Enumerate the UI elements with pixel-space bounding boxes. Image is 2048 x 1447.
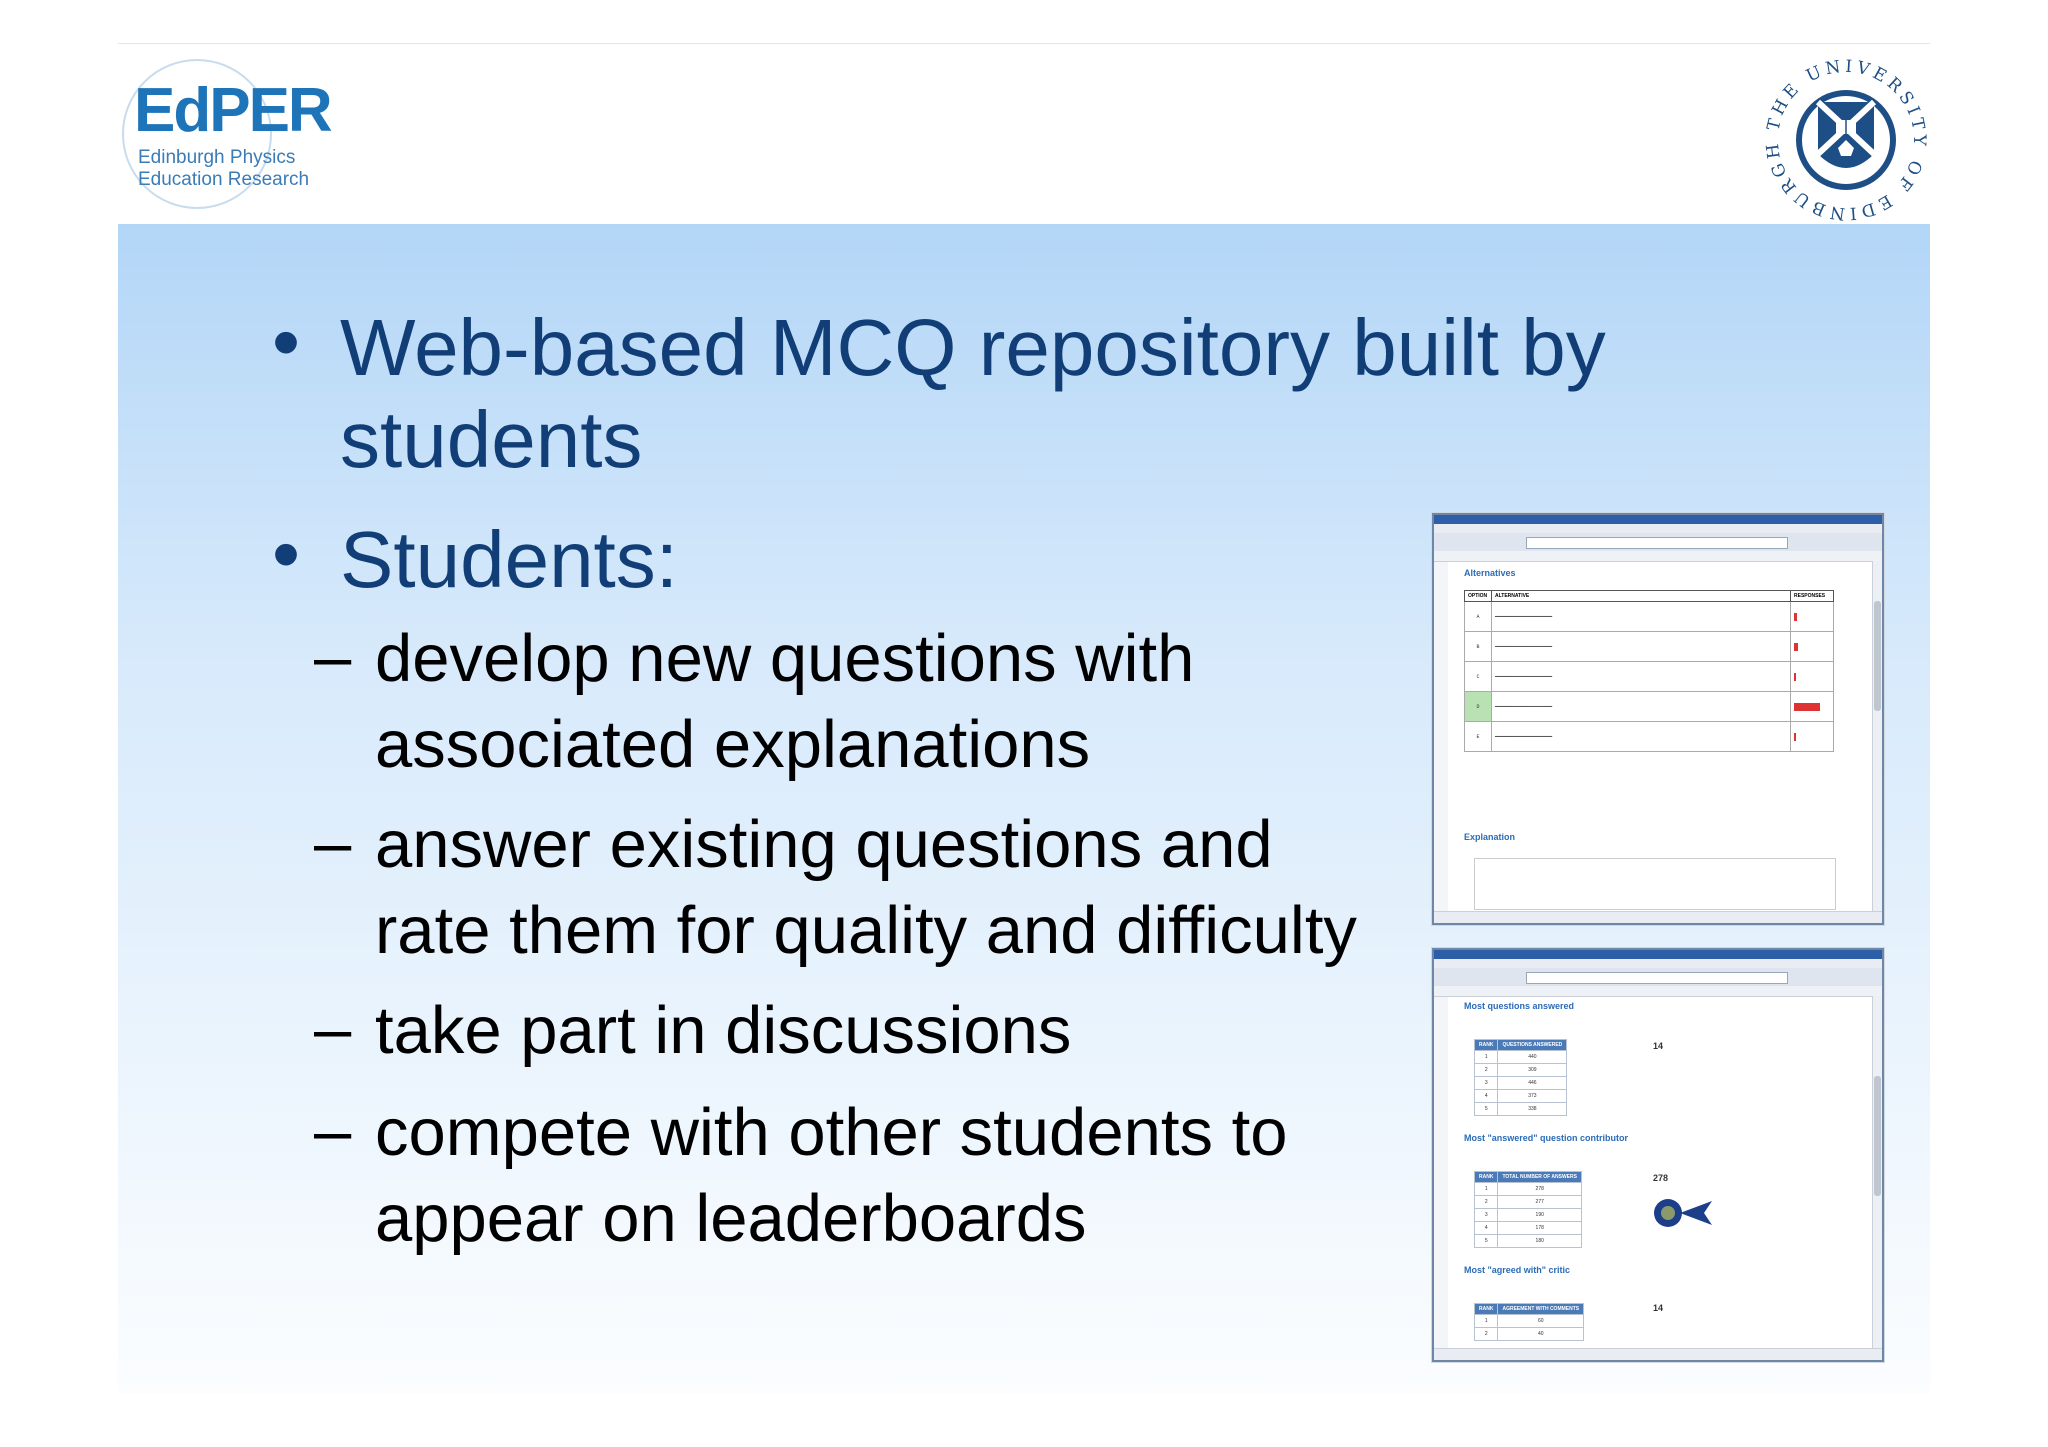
scrollbar[interactable]	[1872, 561, 1882, 911]
dash-marker-4: –	[314, 1093, 352, 1168]
logo-line-2: Education Research	[138, 169, 310, 190]
code-line: ━━━━━━━━━━━━━━━━━━━	[1492, 662, 1791, 692]
table-cell: 60	[1498, 1315, 1584, 1328]
status-bar	[1434, 1348, 1882, 1360]
rank-cell: 3	[1475, 1077, 1498, 1090]
dash-marker-3: –	[314, 991, 352, 1066]
most-answered-heading: Most questions answered	[1464, 1001, 1575, 1011]
your-contributor-count: 278	[1653, 1173, 1669, 1183]
response-bar	[1791, 662, 1834, 692]
code-line: ━━━━━━━━━━━━━━━━━━━	[1492, 602, 1791, 632]
rank-cell: 2	[1475, 1328, 1498, 1341]
col-rank: RANK	[1475, 1172, 1498, 1183]
response-bar	[1791, 602, 1834, 632]
option-label: B	[1465, 632, 1492, 662]
scrollbar-thumb[interactable]	[1874, 1076, 1881, 1196]
question-view-screenshot	[1432, 513, 1884, 925]
edper-logo	[118, 55, 331, 215]
response-bar	[1791, 722, 1834, 752]
rank-cell: 2	[1475, 1064, 1498, 1077]
col-agreement: AGREEMENT WITH COMMENTS	[1498, 1304, 1584, 1315]
rank-cell: 2	[1475, 1196, 1498, 1209]
response-bar	[1791, 692, 1834, 722]
university-crest-logo	[1756, 50, 1936, 230]
logo-title: EdPER	[134, 76, 331, 145]
col-alternative: ALTERNATIVE	[1492, 591, 1791, 602]
rank-cell: 1	[1475, 1315, 1498, 1328]
bullet-marker-2: •	[272, 509, 301, 598]
bullet-1-line-2: students	[340, 395, 643, 484]
address-bar	[1526, 972, 1788, 984]
status-bar	[1434, 911, 1882, 923]
your-agreement-count: 14	[1653, 1303, 1664, 1313]
dash-marker-1: –	[314, 619, 352, 694]
rank-cell: 1	[1475, 1051, 1498, 1064]
dash-marker-2: –	[314, 805, 352, 880]
most-answered-table	[1474, 1039, 1567, 1116]
page-content	[1434, 562, 1872, 911]
scrollbar[interactable]	[1872, 996, 1882, 1348]
table-cell: 338	[1498, 1103, 1567, 1116]
logo-line-1: Edinburgh Physics	[138, 147, 296, 168]
rank-cell: 3	[1475, 1209, 1498, 1222]
sub-bullet-3-line-1: take part in discussions	[375, 993, 1072, 1068]
table-cell: 309	[1498, 1064, 1567, 1077]
most-agreed-critic-table	[1474, 1303, 1584, 1341]
table-cell: 278	[1498, 1183, 1582, 1196]
rank-cell: 5	[1475, 1103, 1498, 1116]
option-label-correct: D	[1465, 692, 1492, 722]
col-total-answers: TOTAL NUMBER OF ANSWERS	[1498, 1172, 1582, 1183]
table-cell: 40	[1498, 1328, 1584, 1341]
response-bar	[1791, 632, 1834, 662]
table-cell: 190	[1498, 1209, 1582, 1222]
rank-cell: 4	[1475, 1222, 1498, 1235]
sub-bullet-2-line-2: rate them for quality and difficulty	[375, 893, 1357, 968]
col-responses: RESPONSES	[1791, 591, 1834, 602]
sub-bullet-4-line-2: appear on leaderboards	[375, 1181, 1087, 1256]
page-content	[1434, 997, 1872, 1348]
your-answered-count: 14	[1653, 1041, 1664, 1051]
table-cell: 277	[1498, 1196, 1582, 1209]
alternatives-heading: Alternatives	[1464, 568, 1516, 578]
alternatives-table	[1464, 590, 1834, 752]
most-answered-contributor-heading: Most "answered" question contributor	[1464, 1133, 1629, 1143]
col-rank: RANK	[1475, 1304, 1498, 1315]
statistics-screenshot	[1432, 948, 1884, 1362]
sub-bullet-1-line-2: associated explanations	[375, 707, 1091, 782]
rank-cell: 1	[1475, 1183, 1498, 1196]
explanation-heading: Explanation	[1464, 832, 1516, 842]
bookmarks-bar	[1434, 986, 1882, 997]
code-line: ━━━━━━━━━━━━━━━━━━━	[1492, 692, 1791, 722]
code-line: ━━━━━━━━━━━━━━━━━━━	[1492, 632, 1791, 662]
most-agreed-critic-heading: Most "agreed with" critic	[1464, 1265, 1571, 1275]
explanation-box	[1474, 858, 1836, 910]
sub-bullet-1-line-1: develop new questions with	[375, 621, 1195, 696]
table-cell: 446	[1498, 1077, 1567, 1090]
table-cell: 373	[1498, 1090, 1567, 1103]
col-option: OPTION	[1465, 591, 1492, 602]
option-label: C	[1465, 662, 1492, 692]
option-label: A	[1465, 602, 1492, 632]
rank-cell: 4	[1475, 1090, 1498, 1103]
bullet-marker-1: •	[272, 297, 301, 386]
sub-bullet-4-line-1: compete with other students to	[375, 1095, 1288, 1170]
most-answered-contributor-table	[1474, 1171, 1582, 1248]
table-cell: 180	[1498, 1235, 1582, 1248]
sub-bullet-2-line-1: answer existing questions and	[375, 807, 1273, 882]
top-divider	[118, 43, 1930, 44]
code-line: ━━━━━━━━━━━━━━━━━━━	[1492, 722, 1791, 752]
col-questions-answered: QUESTIONS ANSWERED	[1498, 1040, 1567, 1051]
window-title-bar	[1434, 515, 1882, 524]
bullet-2-line-1: Students:	[340, 515, 679, 604]
table-cell: 440	[1498, 1051, 1567, 1064]
col-rank: RANK	[1475, 1040, 1498, 1051]
window-title-bar	[1434, 950, 1882, 959]
table-cell: 178	[1498, 1222, 1582, 1235]
bullet-1-line-1: Web-based MCQ repository built by	[340, 303, 1606, 392]
rosette-award-icon	[1650, 1193, 1714, 1233]
option-label: E	[1465, 722, 1492, 752]
rank-cell: 5	[1475, 1235, 1498, 1248]
svg-text:THE UNIVERSITY OF EDINBURGH: THE UNIVERSITY OF EDINBURGH	[1762, 56, 1930, 224]
bookmarks-bar	[1434, 551, 1882, 562]
address-bar	[1526, 537, 1788, 549]
scrollbar-thumb[interactable]	[1874, 601, 1881, 711]
